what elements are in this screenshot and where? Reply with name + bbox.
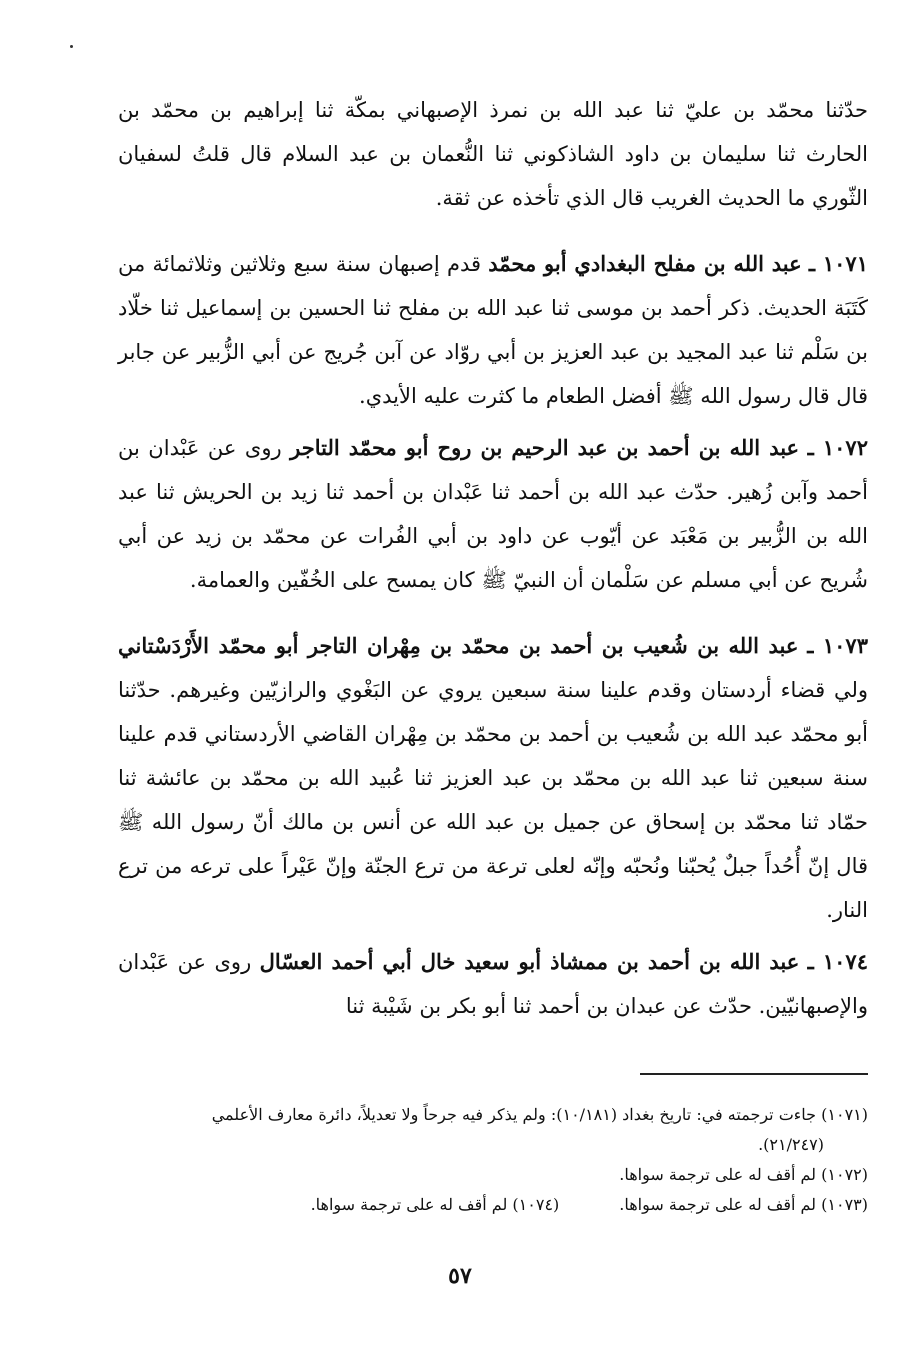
entry-1071: [118, 242, 868, 418]
entry-number: ١٠٧٣ ـ: [807, 633, 868, 658]
footnote-1073: (١٠٧٣) لم أقف له على ترجمة سواها.: [619, 1195, 868, 1214]
entry-1073: [118, 624, 868, 932]
scan-speck: [70, 45, 73, 48]
entry-heading: عبد الله بن مفلح البغدادي أبو محمّد: [488, 251, 802, 276]
footnote-row: [118, 1190, 868, 1220]
footnote-1071-continued: [118, 1130, 868, 1160]
footnote-text: (٢١/٢٤٧).: [758, 1135, 824, 1154]
entry-heading: عبد الله بن أحمد بن عبد الرحيم بن روح أبو محمّد التاجر: [290, 435, 800, 460]
entry-1072: [118, 426, 868, 602]
entry-text: ولي قضاء أردستان وقدم علينا سنة سبعين يروي عن البَغْوي والرازيّين وغيرهم. حدّثنا أبو محمّد عبد الله بن شُعيب بن أحمد بن محمّد بن مِهْران القاضي الأردستاني قدم علينا سنة سبعين ثنا عبد الله بن محمّد بن عبد العزيز ثنا عُبيد الله بن محمّد بن عائشة ثنا حمّاد ثنا محمّد بن إسحاق عن جميل بن عبد الله عن أنس بن مالك أنّ رسول الله ﷺ قال إنّ أُحُداً جبلٌ يُحبّنا ونُحبّه وإنّه لعلى ترعة من ترع الجنّة وإنّ عَيْراً على ترعه من ترع النار.: [118, 678, 869, 922]
entry-text: روى عن عَبْدان بن أحمد وآبن زُهير. حدّث عبد الله بن أحمد ثنا عَبْدان بن أحمد ثنا زيد بن الحريش ثنا عبد الله بن الزُّبير بن مَعْبَد عن أيّوب عن داود بن أبي الفُرات عن محمّد بن زيد عن أبي شُريح عن أبي مسلم عن سَلْمان أن النبيّ ﷺ كان يمسح على الخُفّين والعمامة.: [118, 436, 868, 592]
entry-number: ١٠٧٤ ـ: [807, 949, 868, 974]
footnote-text: (١٠٧٢) لم أقف له على ترجمة سواها.: [619, 1165, 868, 1184]
entry-heading: عبد الله بن شُعيب بن أحمد بن محمّد بن مِهْران التاجر أبو محمّد الأَرْدَسْتاني: [118, 633, 799, 658]
footnotes: [118, 1100, 868, 1220]
entry-number: ١٠٧٢ ـ: [807, 435, 868, 460]
footnote-1074: (١٠٧٤) لم أقف له على ترجمة سواها.: [310, 1195, 560, 1214]
paragraph-intro: حدّثنا محمّد بن عليّ ثنا عبد الله بن نمرذ الإصبهاني بمكّة ثنا إبراهيم بن محمّد بن الحارث ثنا سليمان بن داود الشاذكوني ثنا النُّعمان بن عبد السلام قال قلتُ لسفيان الثّوري ما الحديث الغريب قال الذي تأخذه عن ثقة.: [118, 98, 868, 210]
footnote-separator: [640, 1073, 868, 1075]
entry-heading: عبد الله بن أحمد بن ممشاذ أبو سعيد خال أبي أحمد العسّال: [259, 949, 800, 974]
entry-number: ١٠٧١ ـ: [808, 251, 868, 276]
entry-text: روى عن عَبْدان والإصبهانيّين. حدّث عن عبدان بن أحمد ثنا أبو بكر بن شَيْبة ثنا: [118, 950, 868, 1018]
footnote-1071: [118, 1100, 868, 1130]
entry-1074: [118, 940, 868, 1028]
footnote-text: (١٠٧١) جاءت ترجمته في: تاريخ بغداد (١٠/١٨١): ولم يذكر فيه جرحاً ولا تعديلاً، دائرة معارف الأعلمي: [211, 1105, 868, 1124]
entry-text: قدم إصبهان سنة سبع وثلاثين وثلاثمائة من كَتَبَة الحديث. ذكر أحمد بن موسى ثنا عبد الله بن مفلح ثنا الحسين بن إسماعيل ثنا خلّاد بن سَلْم ثنا عبد المجيد بن عبد العزيز بن أبي روّاد عن آبن جُريج عن أبي الزُّبير عن جابر قال قال رسول الله ﷺ أفضل الطعام ما كثرت عليه الأيدي.: [118, 252, 868, 408]
main-text: [118, 88, 868, 1036]
page-number: ٥٧: [448, 1263, 472, 1289]
footnote-1072: [118, 1160, 868, 1190]
